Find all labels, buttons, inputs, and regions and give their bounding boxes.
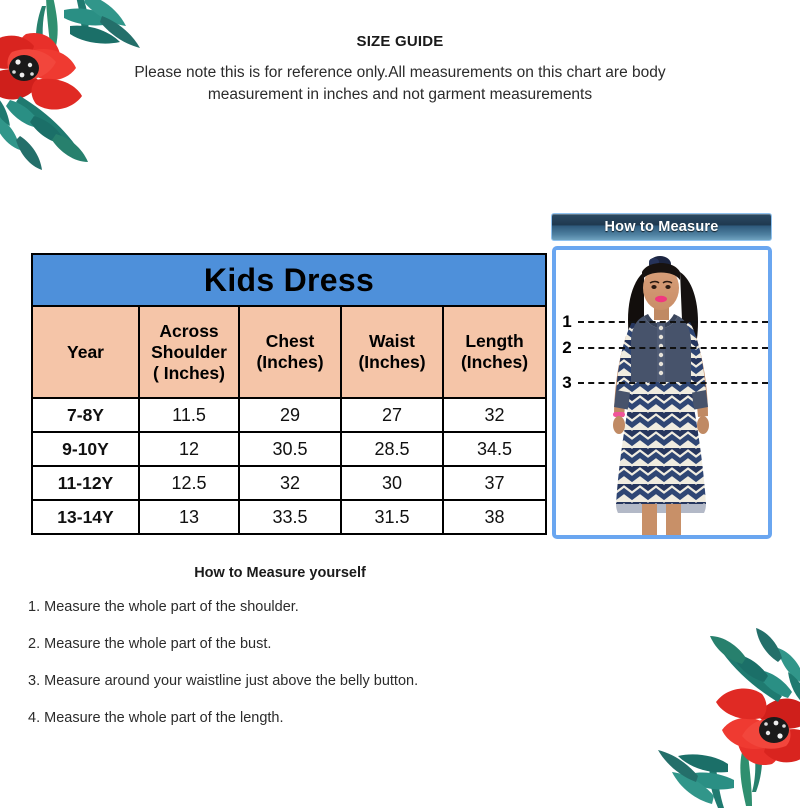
measure-marker-1-number: 1: [562, 312, 572, 331]
column-header-waist: [341, 306, 443, 398]
column-header-across-shoulder-line-3: ( Inches): [153, 362, 225, 383]
how-to-measure-banner: [551, 213, 772, 241]
column-header-chest: [239, 306, 341, 398]
column-header-waist-line-2: (Inches): [358, 352, 426, 372]
measure-marker-1: [560, 312, 768, 332]
cell-length: 34.5: [443, 432, 546, 466]
list-item: 4. Measure the whole part of the length.: [28, 710, 284, 726]
column-header-year-line-1: Year: [67, 341, 104, 362]
page-subtitle: Please note this is for reference only.All measurements on this chart are body measurement in inches and not garment measurements: [134, 64, 666, 103]
cell-waist: 31.5: [341, 500, 443, 534]
size-chart-table: [31, 253, 547, 535]
list-item: 3. Measure around your waistline just above the belly button.: [28, 673, 419, 689]
column-header-chest-line-2: (Inches): [256, 352, 324, 372]
cell-waist: 27: [341, 398, 443, 432]
list-item: 1. Measure the whole part of the shoulder.: [28, 599, 299, 615]
cell-shoulder: 13: [139, 500, 239, 534]
page-title: SIZE GUIDE: [356, 33, 444, 50]
measure-marker-3: [560, 373, 768, 393]
cell-waist: 28.5: [341, 432, 443, 466]
cell-length: 38: [443, 500, 546, 534]
cell-waist: 30: [341, 466, 443, 500]
cell-length: 37: [443, 466, 546, 500]
how-to-measure-banner-label: How to Measure: [604, 219, 719, 235]
table-row: [32, 466, 546, 500]
cell-year: 13-14Y: [32, 500, 139, 534]
column-header-waist-line-1: Waist: [368, 331, 416, 351]
measure-marker-1-dashed-line: [578, 321, 768, 323]
cell-chest: 32: [239, 466, 341, 500]
measure-marker-3-number: 3: [562, 373, 572, 392]
cell-chest: 29: [239, 398, 341, 432]
column-header-year: [32, 306, 139, 398]
measure-marker-3-dashed-line: [578, 382, 768, 384]
floral-decoration-bottom-right: [633, 620, 800, 810]
cell-shoulder: 11.5: [139, 398, 239, 432]
instructions-list: [28, 598, 548, 746]
measure-marker-2: [560, 338, 768, 358]
list-item: 2. Measure the whole part of the bust.: [28, 636, 272, 652]
column-header-length-line-1: Length: [465, 331, 524, 351]
measure-marker-2-dashed-line: [578, 347, 768, 349]
table-row: [32, 500, 546, 534]
cell-length: 32: [443, 398, 546, 432]
column-header-length: [443, 306, 546, 398]
cell-year: 11-12Y: [32, 466, 139, 500]
table-caption-row: [32, 254, 546, 306]
cell-year: 9-10Y: [32, 432, 139, 466]
cell-year: 7-8Y: [32, 398, 139, 432]
cell-shoulder: 12.5: [139, 466, 239, 500]
table-header-row: [32, 306, 546, 398]
column-header-length-line-2: (Inches): [460, 352, 529, 372]
cell-chest: 30.5: [239, 432, 341, 466]
column-header-across-shoulder-line-2: Shoulder: [151, 341, 227, 362]
cell-shoulder: 12: [139, 432, 239, 466]
instructions-heading: How to Measure yourself: [194, 565, 366, 581]
table-row: [32, 398, 546, 432]
table-row: [32, 432, 546, 466]
column-header-chest-line-1: Chest: [265, 331, 315, 351]
measure-marker-2-number: 2: [562, 338, 572, 357]
cell-chest: 33.5: [239, 500, 341, 534]
column-header-across-shoulder: [139, 306, 239, 398]
column-header-across-shoulder-line-1: Across: [159, 320, 219, 341]
table-caption: Kids Dress: [32, 254, 546, 306]
